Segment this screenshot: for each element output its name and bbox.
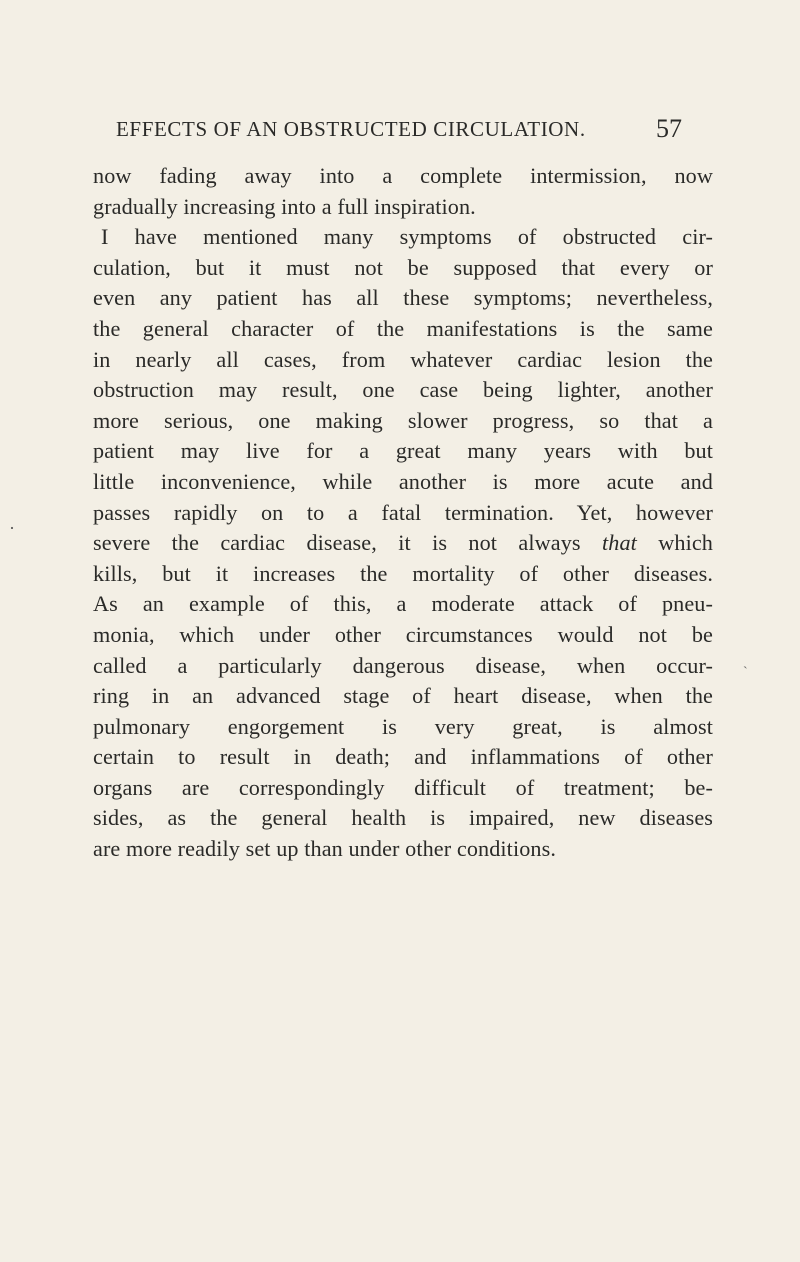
text-line: sides, as the general health is impaired, new diseases xyxy=(93,805,713,831)
text-line: pulmonary engorgement is very great, is almost xyxy=(93,713,713,739)
text-line: culation, but it must not be supposed that every or xyxy=(93,254,713,280)
margin-mark: · xyxy=(9,518,15,538)
text-line: organs are correspondingly difficult of treatment; be- xyxy=(93,774,713,800)
running-head-title: EFFECTS OF AN OBSTRUCTED CIRCULATION. xyxy=(116,117,586,141)
text-line: called a particularly dangerous disease, when occur- xyxy=(93,652,713,678)
emphasized-word: that xyxy=(602,530,637,556)
page-number: 57 xyxy=(656,114,682,143)
text-line: are more readily set up than under other conditions. xyxy=(93,836,556,862)
text-line: passes rapidly on to a fatal termination. Yet, however xyxy=(93,499,713,525)
text-line: ring in an advanced stage of heart disease, when the xyxy=(93,683,713,709)
stray-mark: ˋ xyxy=(743,665,748,680)
text-line: patient may live for a great many years with but xyxy=(93,438,713,464)
text-line: little inconvenience, while another is more acute and xyxy=(93,468,713,494)
paragraph-start-line: I have mentioned many symptoms of obstructed cir- xyxy=(101,224,713,250)
text-line-with-emphasis xyxy=(93,528,713,559)
text-segment: which xyxy=(658,530,714,556)
text-line: even any patient has all these symptoms; nevertheless, xyxy=(93,285,713,311)
text-line: gradually increasing into a full inspiration. xyxy=(93,193,476,219)
running-head xyxy=(116,114,682,147)
text-line: in nearly all cases, from whatever cardiac lesion the xyxy=(93,346,713,372)
text-line: obstruction may result, one case being lighter, another xyxy=(93,377,713,403)
text-line: the general character of the manifestations is the same xyxy=(93,315,713,341)
text-line: now fading away into a complete intermission, now xyxy=(93,163,713,188)
text-line: As an example of this, a moderate attack of pneu- xyxy=(93,591,713,617)
text-line: certain to result in death; and inflammations of other xyxy=(93,744,713,770)
text-segment: severe the cardiac disease, it is not always xyxy=(93,530,581,556)
text-line: monia, which under other circumstances would not be xyxy=(93,621,713,647)
text-line: kills, but it increases the mortality of other diseases. xyxy=(93,560,713,586)
text-line: more serious, one making slower progress, so that a xyxy=(93,407,713,433)
body-text xyxy=(93,161,713,865)
